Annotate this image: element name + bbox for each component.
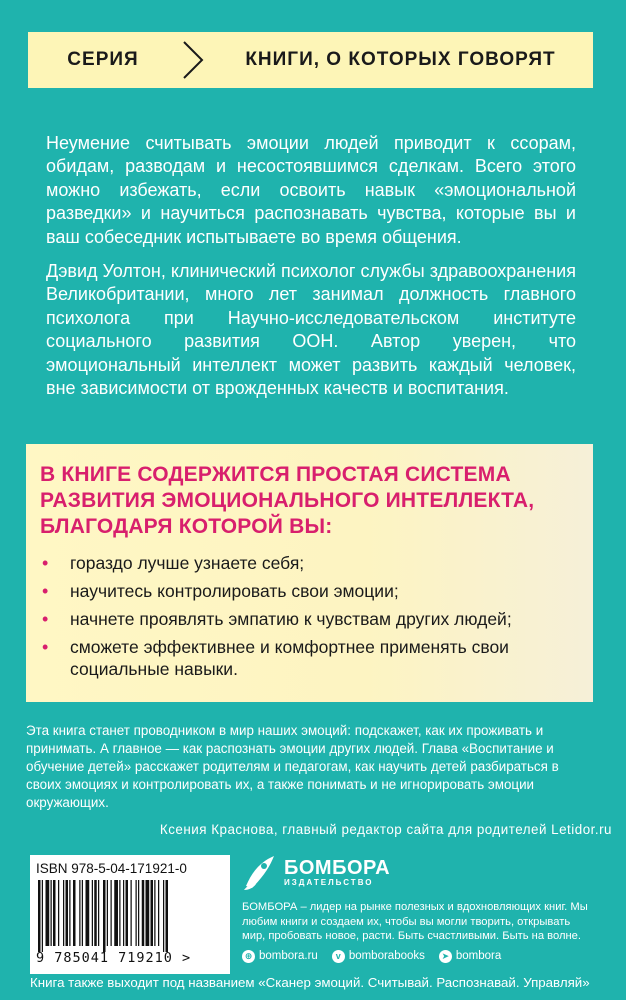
bullet-icon: • (42, 581, 49, 601)
barcode-bar (69, 880, 70, 946)
promo-title: В КНИГЕ СОДЕРЖИТСЯ ПРОСТАЯ СИСТЕМА РАЗВИТИЯ ЭМОЦИОНАЛЬНОГО ИНТЕЛЛЕКТА, БЛАГОДАРЯ КОТОРОЙ ВЫ: (40, 463, 535, 538)
bullet-icon: • (42, 609, 49, 629)
publisher-logo (242, 852, 592, 892)
barcode-bar (119, 880, 120, 946)
barcode-bar (154, 880, 155, 946)
intro-text (46, 132, 576, 411)
publisher-name: БОМБОРА (284, 856, 391, 879)
barcode-bar (103, 880, 106, 952)
barcode-bar (42, 880, 43, 952)
barcode-bar (73, 880, 76, 946)
footer-note: Книга также выходит под названием «Сканер эмоций. Считывай. Распознавай. Управляй» (30, 975, 590, 990)
vk-icon: v (332, 950, 345, 963)
publisher-block (242, 852, 592, 972)
barcode-bar (151, 880, 154, 946)
intro-paragraph-2: Дэвид Уолтон, клинический психолог службы здравоохранения Великобритании, много лет занимал должность главного психолога при Научно-исследовательском институте социального развития ООН. Автор уверен, что эмоциональный интеллект может развить каждый человек, вне зависимости от врожденных качеств и воспитания. (46, 261, 576, 399)
barcode-bar (98, 880, 99, 946)
list-item: • гораздо лучше узнаете себя; (42, 553, 305, 573)
bullet-icon: • (42, 553, 49, 573)
isbn-number: ISBN 978-5-04-171921-0 (36, 861, 187, 876)
promo-box (26, 444, 593, 702)
publisher-socials (242, 950, 592, 963)
series-label: СЕРИЯ (67, 49, 139, 70)
barcode-bar (123, 880, 124, 946)
social-telegram[interactable]: ➤ bombora (439, 950, 501, 963)
ean-number: 9 785041 719210 > (36, 950, 192, 966)
review-text: Эта книга станет проводником в мир наших эмоций: подскажет, как их проживать и принимать. А главное — как распознать эмоции других людей. Глава «Воспитание и обучение детей» расскажет родителям и педагогам, как научить детей разбираться в своих эмоциях и контролировать их, а также понимать и не игнорировать эмоции окружающих. (26, 723, 559, 810)
barcode-bar (79, 880, 80, 946)
barcode-bar (107, 880, 108, 946)
series-banner (28, 32, 593, 88)
barcode-bar (142, 880, 145, 946)
barcode-bar (38, 880, 41, 952)
barcode-bar (166, 880, 169, 952)
barcode-bar (66, 880, 69, 946)
barcode-bar (53, 880, 56, 946)
barcode-box (30, 855, 230, 974)
social-web[interactable]: ⊕ bombora.ru (242, 950, 318, 963)
barcode-bar (51, 880, 52, 946)
chevron-right-icon (178, 32, 208, 88)
barcode-bar (82, 880, 83, 946)
barcode-bar (138, 880, 139, 946)
barcode-bar (111, 880, 112, 946)
social-vk[interactable]: v bomborabooks (332, 950, 425, 963)
barcode-bar (158, 880, 159, 946)
barcode-icon (36, 880, 224, 952)
barcode-bar (86, 880, 90, 946)
barcode-bar (163, 880, 164, 952)
barcode-bar (58, 880, 59, 946)
rocket-icon (242, 852, 278, 892)
list-item: • сможете эффективнее и комфортнее применять свои социальные навыки. (42, 637, 509, 679)
barcode-bar (46, 880, 50, 946)
barcode-bar (131, 880, 132, 946)
barcode-bar (92, 880, 93, 946)
benefits-list (40, 552, 579, 680)
barcode-bar (63, 880, 64, 946)
barcode-bar (146, 880, 150, 946)
publisher-description: БОМБОРА – лидер на рынке полезных и вдохновляющих книг. Мы любим книги и создаем их, чтобы вы могли творить, открывать мир, пробовать новое, расти. Быть счастливыми. Быть на волне. (242, 901, 588, 942)
intro-paragraph-1: Неумение считывать эмоции людей приводит к ссорам, обидам, разводам и несостоявшимся сделкам. Всего этого можно избежать, если освоить навык «эмоциональной разведки» и научиться распознавать чувства, которые вы и ваш собеседник испытываете во время общения. (46, 133, 576, 247)
list-item: • начнете проявлять эмпатию к чувствам других людей; (42, 609, 512, 629)
barcode-bar (94, 880, 97, 946)
barcode-bar (136, 880, 137, 946)
barcode-bar (114, 880, 118, 946)
telegram-icon: ➤ (439, 950, 452, 963)
web-icon: ⊕ (242, 950, 255, 963)
bullet-icon: • (42, 637, 49, 657)
series-name: КНИГИ, О КОТОРЫХ ГОВОРЯТ (245, 49, 556, 70)
publisher-subtitle: ИЗДАТЕЛЬСТВО (284, 877, 374, 887)
barcode-bar (126, 880, 129, 946)
list-item: • научитесь контролировать свои эмоции; (42, 581, 399, 601)
review-signature: Ксения Краснова, главный редактор сайта для родителей Letidor.ru (159, 822, 612, 837)
